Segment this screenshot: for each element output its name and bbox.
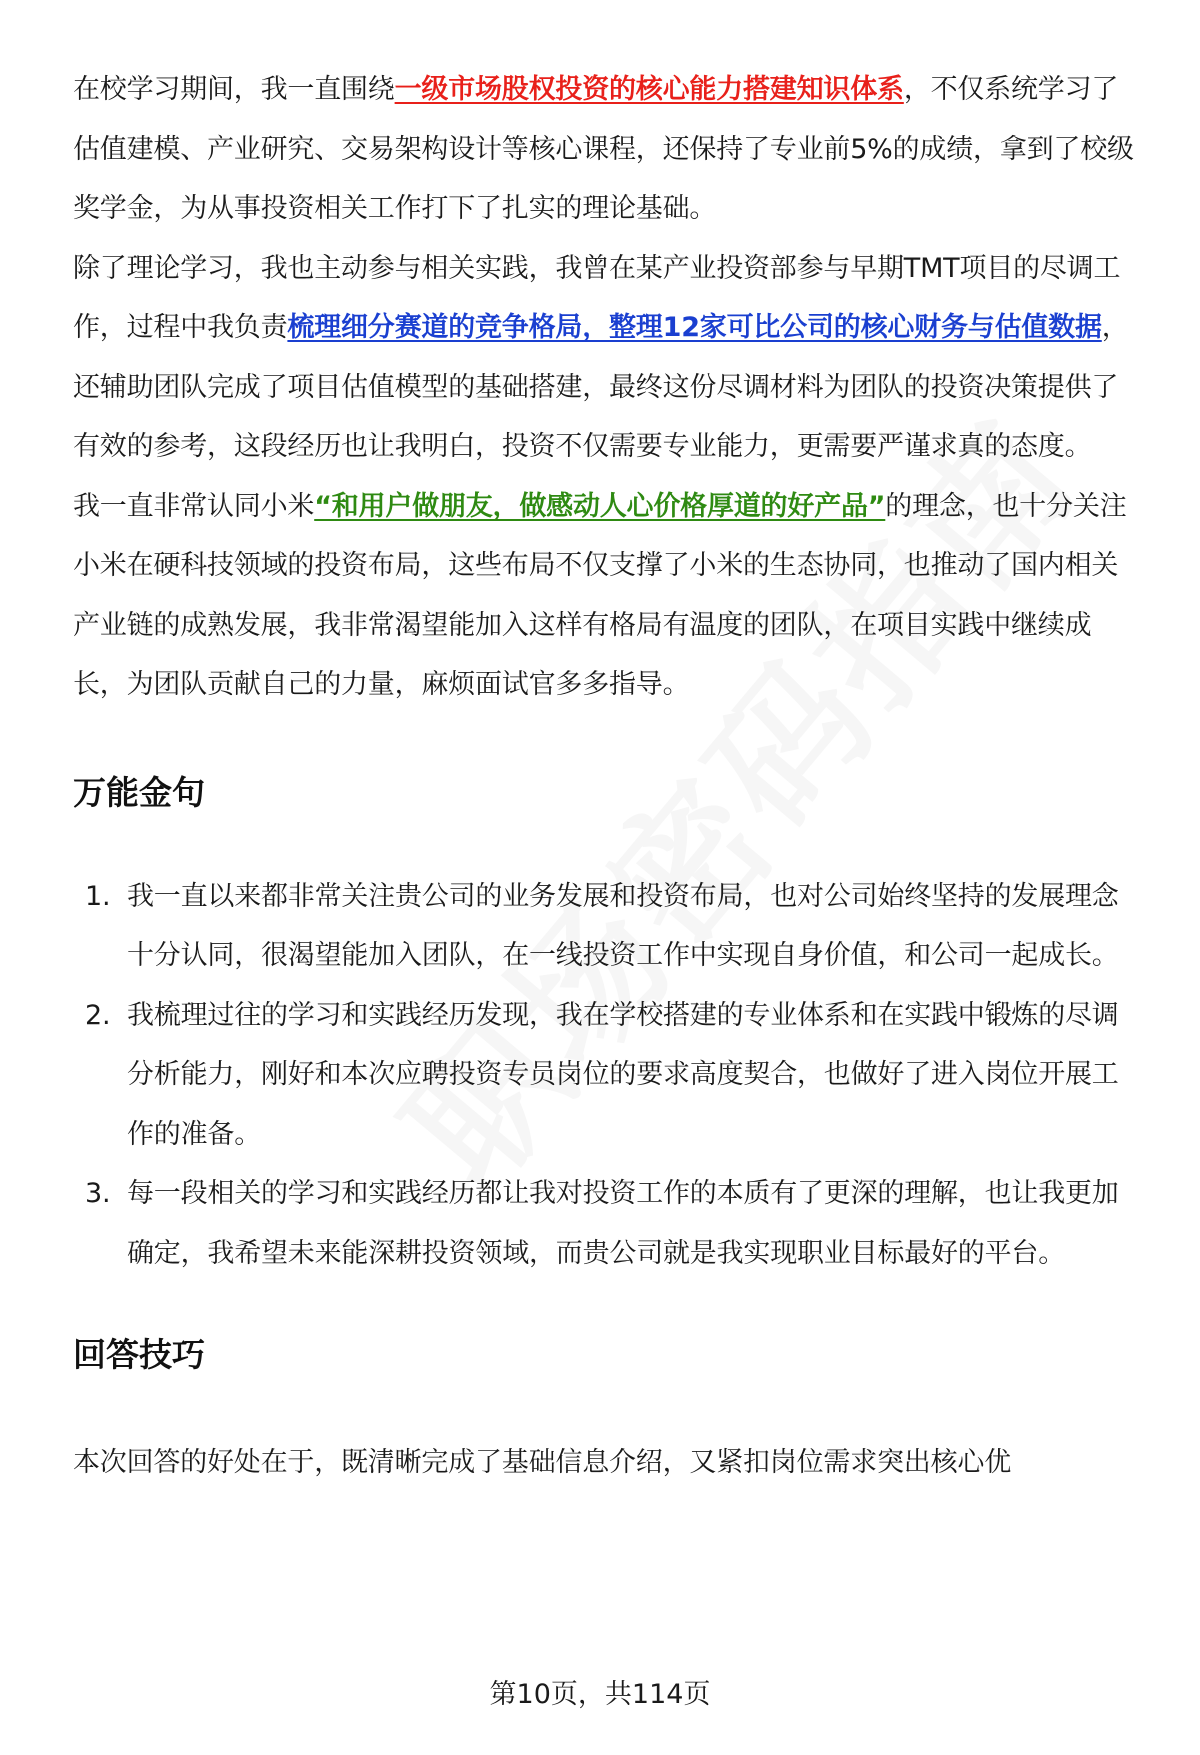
list-number: 2. bbox=[85, 999, 111, 1031]
highlight-blue: 梳理细分赛道的竞争格局，整理12家可比公司的核心财务与估值数据 bbox=[287, 312, 1102, 343]
list-item bbox=[73, 986, 1143, 1165]
paragraph-company bbox=[73, 477, 1143, 715]
list-item bbox=[73, 867, 1143, 986]
list-item-text: 每一段相关的学习和实践经历都让我对投资工作的本质有了更深的理解，也让我更加确定，我希望未来能深耕投资领域，而贵公司就是我实现职业目标最好的平台。 bbox=[127, 1178, 1119, 1269]
golden-sentences-list bbox=[73, 867, 1143, 1284]
list-item bbox=[73, 1164, 1143, 1283]
highlight-green: “和用户做朋友，做感动人心价格厚道的好产品” bbox=[314, 490, 886, 522]
paragraph-text: 在校学习期间，我一直围绕 bbox=[73, 74, 395, 105]
section-title-golden-sentences: 万能金句 bbox=[73, 772, 205, 812]
page-number: 第10页，共114页 bbox=[489, 1679, 711, 1710]
list-number: 1. bbox=[85, 880, 111, 912]
paragraph-practice bbox=[73, 239, 1143, 477]
paragraph-answer-tips: 本次回答的好处在于，既清晰完成了基础信息介绍，又紧扣岗位需求突出核心优 bbox=[73, 1447, 1011, 1478]
section-title-answer-tips: 回答技巧 bbox=[73, 1335, 205, 1374]
paragraph-study bbox=[73, 60, 1143, 239]
list-number: 3. bbox=[85, 1178, 111, 1209]
paragraph-text: ，不仅系统学习了估值建模、产业研究、交易架构设计等核心课程，还保持了专业前5%的成绩，拿到了校级奖学金，为从事投资相关工作打下了扎实的理论基础。 bbox=[73, 74, 1134, 224]
paragraph-text: 的理念，也十分关注小米在硬科技领域的投资布局，这些布局不仅支撑了小米的生态协同，也推动了国内相关产业链的成熟发展，我非常渴望能加入这样有格局有温度的团队，在项目实践中继续成长，为团队贡献自己的力量，麻烦面试官多多指导。 bbox=[73, 490, 1127, 700]
paragraph-text: 我一直非常认同小米 bbox=[73, 490, 315, 522]
paragraph-text: ，还辅助团队完成了项目估值模型的基础搭建，最终这份尽调材料为团队的投资决策提供了有效的参考，这段经历也让我明白，投资不仅需要专业能力，更需要严谨求真的态度。 bbox=[73, 312, 1129, 462]
list-item-text: 我一直以来都非常关注贵公司的业务发展和投资布局，也对公司始终坚持的发展理念十分认同，很渴望能加入团队，在一线投资工作中实现自身价值，和公司一起成长。 bbox=[127, 880, 1119, 971]
list-item-text: 我梳理过往的学习和实践经历发现，我在学校搭建的专业体系和在实践中锻炼的尽调分析能力，刚好和本次应聘投资专员岗位的要求高度契合，也做好了进入岗位开展工作的准备。 bbox=[127, 999, 1119, 1150]
page-content bbox=[73, 60, 1143, 1493]
paragraph-text: 除了理论学习，我也主动参与相关实践，我曾在某产业投资部参与早期TMT项目的尽调工作，过程中我负责 bbox=[73, 252, 1121, 343]
highlight-red: 一级市场股权投资的核心能力搭建知识体系 bbox=[394, 74, 904, 105]
